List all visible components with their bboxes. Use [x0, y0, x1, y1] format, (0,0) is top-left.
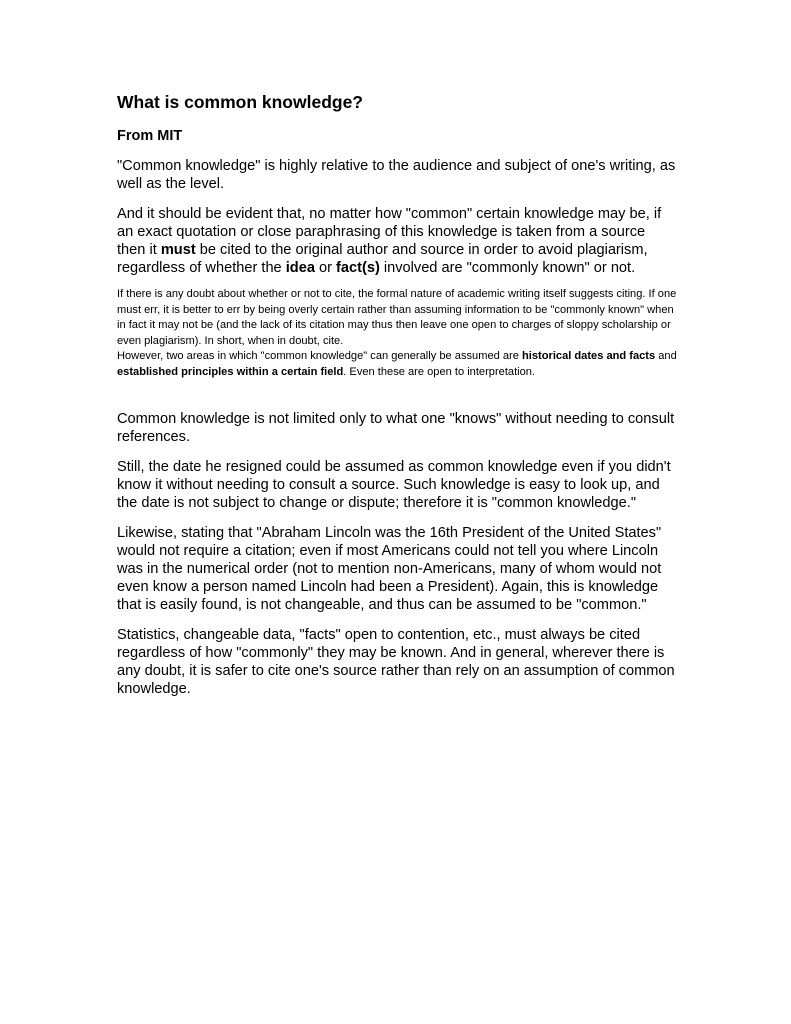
- text-run: be cited to the original author and source in order to avoid plagiarism, regardless of whether the: [117, 242, 648, 276]
- page-subtitle: From MIT: [117, 128, 183, 144]
- text-run: involved are "commonly known" or not.: [379, 260, 636, 276]
- small-print-block: [117, 287, 677, 380]
- bold-historical-dates: historical dates and facts: [522, 350, 656, 362]
- text-run: or: [314, 260, 337, 276]
- paragraph-lincoln: Likewise, stating that "Abraham Lincoln was the 16th President of the United States" would not require a citation; even if most Americans could not tell you where Lincoln was in the numerical order (not to mention non-Americans, many of whom would not even know a person named Lincoln had been a President). Again, this is knowledge that is easily found, is not changeable, and thus can be assumed to be "common.": [117, 525, 662, 613]
- text-run: . Even these are open to interpretation.: [343, 365, 536, 378]
- bold-facts: fact(s): [336, 260, 380, 276]
- small-paragraph-areas: [117, 349, 677, 380]
- page-title: What is common knowledge?: [117, 92, 363, 112]
- paragraph-not-limited: Common knowledge is not limited only to what one "knows" without needing to consult references.: [117, 411, 675, 445]
- text-run: and: [655, 350, 677, 362]
- small-paragraph-doubt: If there is any doubt about whether or not to cite, the formal nature of academic writing itself suggests citing. If one must err, it is better to err by being overly certain rather than assuming information to be "commonly known" when in fact it may not be (and the lack of its citation may thus then leave one open to charges of sloppy scholarship or even plagiarism). In short, when in doubt, cite.: [117, 288, 677, 347]
- bold-established-principles: established principles within a certain field: [117, 365, 344, 378]
- paragraph-relative-knowledge: "Common knowledge" is highly relative to the audience and subject of one's writing, as well as the level.: [117, 158, 676, 192]
- paragraph-quotation-citation: [117, 205, 677, 277]
- bold-must: must: [160, 242, 196, 258]
- text-run: And it should be evident that, no matter how "common" certain knowledge may be, if an exact quotation or close paraphrasing of this knowledge is taken from a source then it: [117, 206, 662, 258]
- paragraph-statistics: Statistics, changeable data, "facts" open to contention, etc., must always be cited regardless of how "commonly" they may be known. And in general, wherever there is any doubt, it is safer to cite one's source rather than rely on an assumption of common knowledge.: [117, 627, 675, 697]
- document-page: [117, 92, 677, 698]
- paragraph-date-resigned: Still, the date he resigned could be assumed as common knowledge even if you didn't know it without needing to consult a source. Such knowledge is easy to look up, and the date is not subject to change or dispute; therefore it is "common knowledge.": [117, 459, 671, 511]
- text-run: However, two areas in which "common knowledge" can generally be assumed are: [117, 350, 522, 362]
- bold-idea: idea: [285, 260, 315, 276]
